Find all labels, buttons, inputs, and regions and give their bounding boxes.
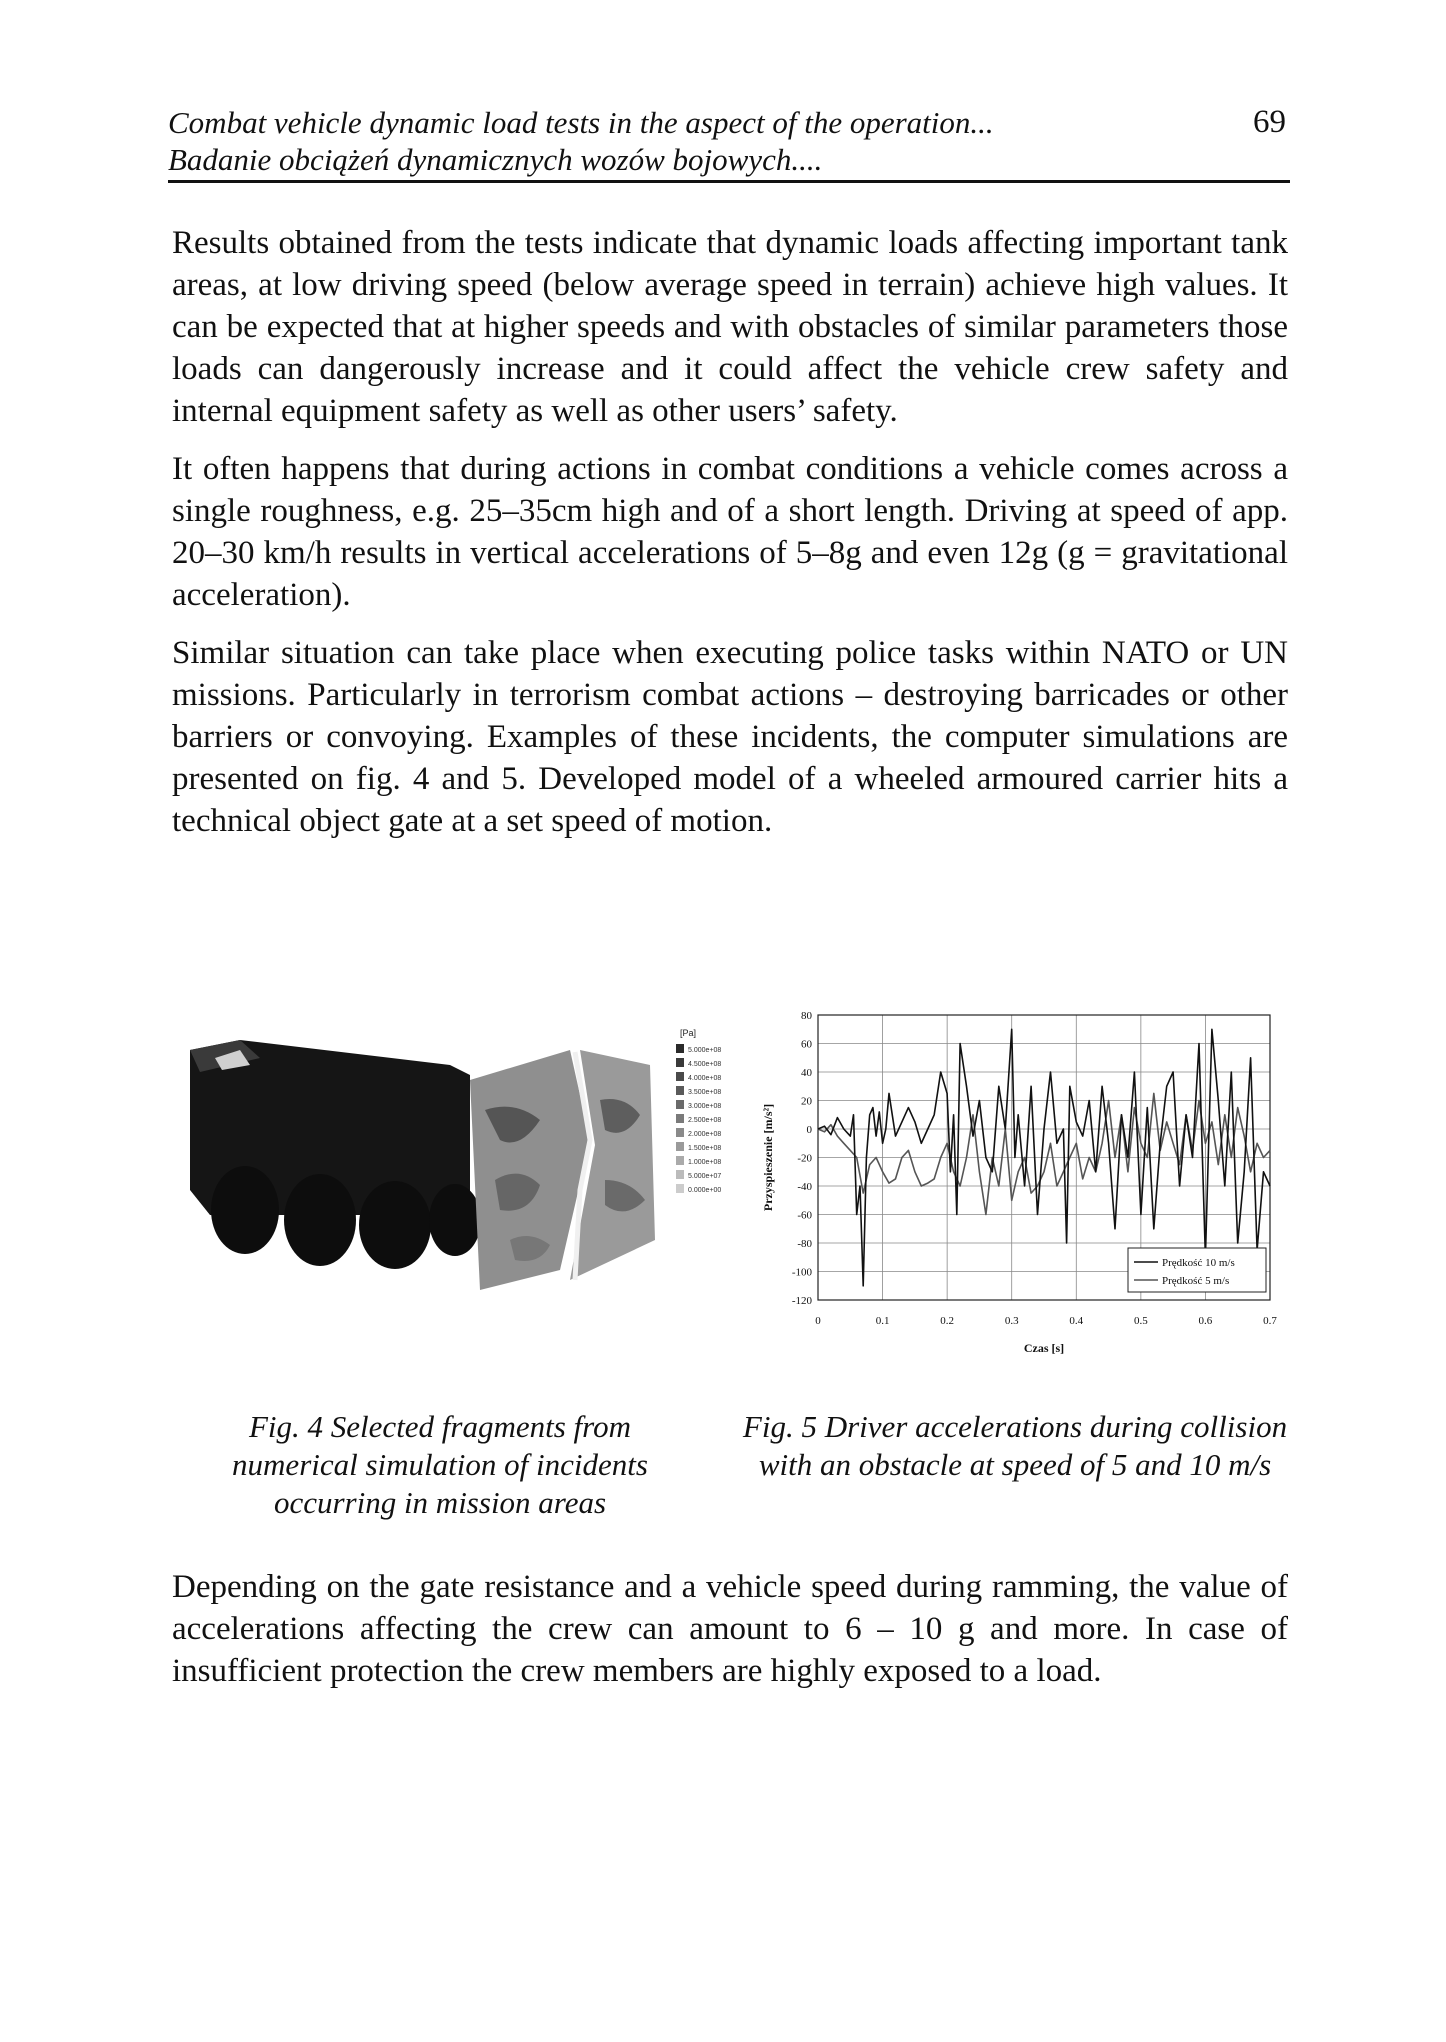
legend-swatch	[676, 1086, 684, 1095]
legend-swatch	[676, 1184, 684, 1193]
legend-swatch	[676, 1072, 684, 1081]
y-tick-label: -20	[797, 1152, 812, 1165]
page-number: 69	[1253, 104, 1286, 140]
x-tick-label: 0.2	[940, 1315, 955, 1327]
y-tick-label: 0	[806, 1124, 812, 1136]
paragraph: It often happens that during actions in combat conditions a vehicle comes across a single roughness, e.g. 25–35cm high and of a short length. Driving at speed of app. 20–30 km/h results in vertical accelerations of 5–8g and even 12g (g = gravitational acceleration).	[172, 451, 1288, 613]
x-tick-label: 0.6	[1198, 1315, 1213, 1327]
y-axis-label: Przyspieszenie [m/s²]	[761, 1103, 775, 1212]
x-tick-label: 0.4	[1069, 1315, 1084, 1327]
figure-4-simulation	[150, 1010, 730, 1310]
x-axis-label: Czas [s]	[1023, 1341, 1065, 1355]
legend-value: 4.500e+08	[688, 1061, 722, 1068]
wheel	[429, 1184, 481, 1256]
running-header	[168, 104, 1290, 183]
legend-value: 2.000e+08	[688, 1131, 722, 1138]
y-tick-label: 20	[801, 1095, 812, 1108]
wheel	[359, 1181, 431, 1269]
legend-value: 5.000e+08	[688, 1047, 722, 1054]
y-tick-label: -120	[791, 1295, 812, 1307]
x-tick-label: 0.3	[1004, 1315, 1019, 1327]
y-tick-label: -40	[797, 1181, 812, 1193]
paragraph: Depending on the gate resistance and a vehicle speed during ramming, the value of accelerations affecting the crew can amount to 6 – 10 g and more. In case of insufficient protection the crew members are highly exposed to a load.	[172, 1569, 1288, 1689]
x-tick-label: 0.1	[875, 1315, 890, 1327]
figure-5-caption: Fig. 5 Driver accelerations during collision with an obstacle at speed of 5 and 10 m/s	[742, 1409, 1288, 1482]
legend-swatch	[676, 1156, 684, 1165]
paragraph: Similar situation can take place when executing police tasks within NATO or UN missions. Particularly in terrorism combat actions – destroying barricades or other barriers or convoying. Examples of these incidents, the computer simulations are presented on fig. 4 and 5. Developed model of a wheeled armoured carrier hits a technical object gate at a set speed of motion.	[172, 635, 1288, 839]
legend-swatch	[676, 1170, 684, 1179]
y-tick-label: -100	[791, 1266, 812, 1279]
y-tick-label: 40	[801, 1067, 812, 1079]
paragraph: Results obtained from the tests indicate that dynamic loads affecting important tank areas, at low driving speed (below average speed in terrain) achieve high values. It can be expected that at higher speeds and with obstacles of similar parameters those loads can dangerously increase and it could affect the vehicle crew safety and internal equipment safety as well as other users’ safety.	[172, 225, 1288, 429]
figure-5-chart	[750, 995, 1290, 1360]
stress-legend-title: [Pa]	[680, 1028, 697, 1038]
legend-label: Prędkość 5 m/s	[1162, 1275, 1230, 1287]
header-title-en: Combat vehicle dynamic load tests in the aspect of the operation...	[168, 105, 994, 140]
legend-value: 1.500e+08	[688, 1145, 722, 1152]
acceleration-chart	[750, 995, 1290, 1360]
x-tick-label: 0.7	[1263, 1315, 1277, 1327]
wheel	[211, 1166, 279, 1254]
legend-value: 1.000e+08	[688, 1159, 722, 1166]
x-tick-label: 0.5	[1133, 1315, 1148, 1327]
y-tick-label: -60	[797, 1209, 812, 1222]
stress-legend	[676, 1028, 721, 1194]
simulation-image	[150, 1010, 730, 1310]
y-tick-label: -80	[797, 1238, 812, 1250]
legend-value: 4.000e+08	[688, 1075, 722, 1082]
legend-swatch	[676, 1142, 684, 1151]
legend-value: 5.000e+07	[688, 1173, 722, 1180]
legend-label: Prędkość 10 m/s	[1162, 1257, 1235, 1269]
legend-value: 2.500e+08	[688, 1117, 722, 1124]
figure-4-caption: Fig. 4 Selected fragments from numerical simulation of incidents occurring in mission areas	[232, 1409, 648, 1520]
y-tick-label: 80	[801, 1010, 812, 1022]
legend-value: 3.500e+08	[688, 1089, 722, 1096]
y-tick-label: 60	[801, 1038, 812, 1051]
body-text	[172, 222, 1288, 858]
legend-swatch	[676, 1114, 684, 1123]
header-title-pl: Badanie obciążeń dynamicznych wozów bojowych....	[168, 142, 823, 177]
legend-value: 0.000e+00	[688, 1187, 722, 1194]
body-text-after-figures	[172, 1566, 1288, 1708]
legend-value: 3.000e+08	[688, 1103, 722, 1110]
legend-swatch	[676, 1044, 684, 1053]
x-tick-label: 0	[815, 1315, 821, 1327]
wheel	[284, 1174, 356, 1266]
legend-swatch	[676, 1058, 684, 1067]
legend-swatch	[676, 1128, 684, 1137]
legend-swatch	[676, 1100, 684, 1109]
